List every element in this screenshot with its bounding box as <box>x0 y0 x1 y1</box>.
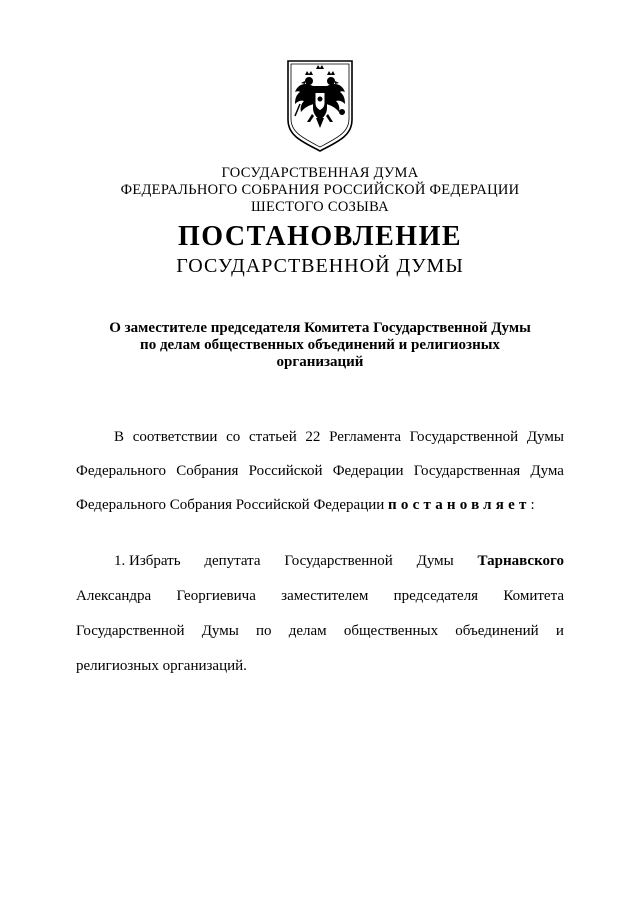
preamble-paragraph <box>76 429 564 514</box>
org-name-line-1: ГОСУДАРСТВЕННАЯ ДУМА <box>221 165 419 181</box>
word: Российской <box>248 463 323 479</box>
preamble-line-2 <box>76 463 564 480</box>
document-type-subtitle: ГОСУДАРСТВЕННОЙ ДУМЫ <box>176 255 464 277</box>
word: Комитета <box>503 588 564 604</box>
word: Федерального <box>76 463 167 479</box>
word: Федерации <box>332 463 404 479</box>
word: Думы <box>416 553 454 569</box>
word: Государственная <box>413 463 521 479</box>
clause-1-line-3 <box>76 623 564 640</box>
document-subject <box>90 320 550 371</box>
word: Собрания <box>176 463 239 479</box>
clause-1-paragraph <box>76 553 564 675</box>
subject-line-2: по делам общественных объединений и религиозных <box>140 337 500 353</box>
word: Думы <box>526 429 564 445</box>
document-type-title: ПОСТАНОВЛЕНИЕ <box>177 221 463 252</box>
word: 22 <box>305 429 321 445</box>
word: со <box>226 429 241 445</box>
word: 1. Избрать <box>114 553 181 569</box>
resolves-keyword: постановляет <box>388 497 531 513</box>
clause-1-line-2 <box>76 588 564 605</box>
subject-line-3: организаций <box>276 354 364 370</box>
convocation-line: ШЕСТОГО СОЗЫВА <box>251 199 389 215</box>
word: делам <box>288 623 327 639</box>
word: депутата <box>204 553 261 569</box>
word: Государственной <box>284 553 393 569</box>
org-name-line-2: ФЕДЕРАЛЬНОГО СОБРАНИЯ РОССИЙСКОЙ ФЕДЕРАЦИИ <box>120 182 520 198</box>
word: Думы <box>201 623 239 639</box>
word: В <box>114 429 125 445</box>
preamble-line-1 <box>76 429 564 446</box>
clause-1-ending: религиозных организаций. <box>76 658 247 674</box>
word: общественных <box>343 623 439 639</box>
word: председателя <box>393 588 479 604</box>
clause-1-line-1 <box>76 553 564 570</box>
word: Александра <box>76 588 152 604</box>
word: заместителем <box>281 588 369 604</box>
word: и <box>555 623 564 639</box>
word: Государственной <box>76 623 185 639</box>
clause-1-line-4 <box>76 658 564 675</box>
deputy-surname: Тарнавского <box>477 553 564 569</box>
word: по <box>256 623 272 639</box>
preamble-line-3 <box>76 497 564 514</box>
word: соответствии <box>132 429 218 445</box>
word: Георгиевича <box>176 588 256 604</box>
coat-of-arms-emblem <box>285 58 355 154</box>
double-headed-eagle-icon <box>285 58 355 154</box>
word: статьей <box>248 429 297 445</box>
preamble-text: Федерального Собрания Российской Федерации <box>76 497 385 513</box>
word: Государственной <box>409 429 519 445</box>
word: Регламента <box>329 429 401 445</box>
subject-line-1: О заместителе председателя Комитета Государственной Думы <box>109 320 531 336</box>
word: Дума <box>530 463 564 479</box>
word: объединений <box>455 623 539 639</box>
colon: : <box>530 497 535 513</box>
